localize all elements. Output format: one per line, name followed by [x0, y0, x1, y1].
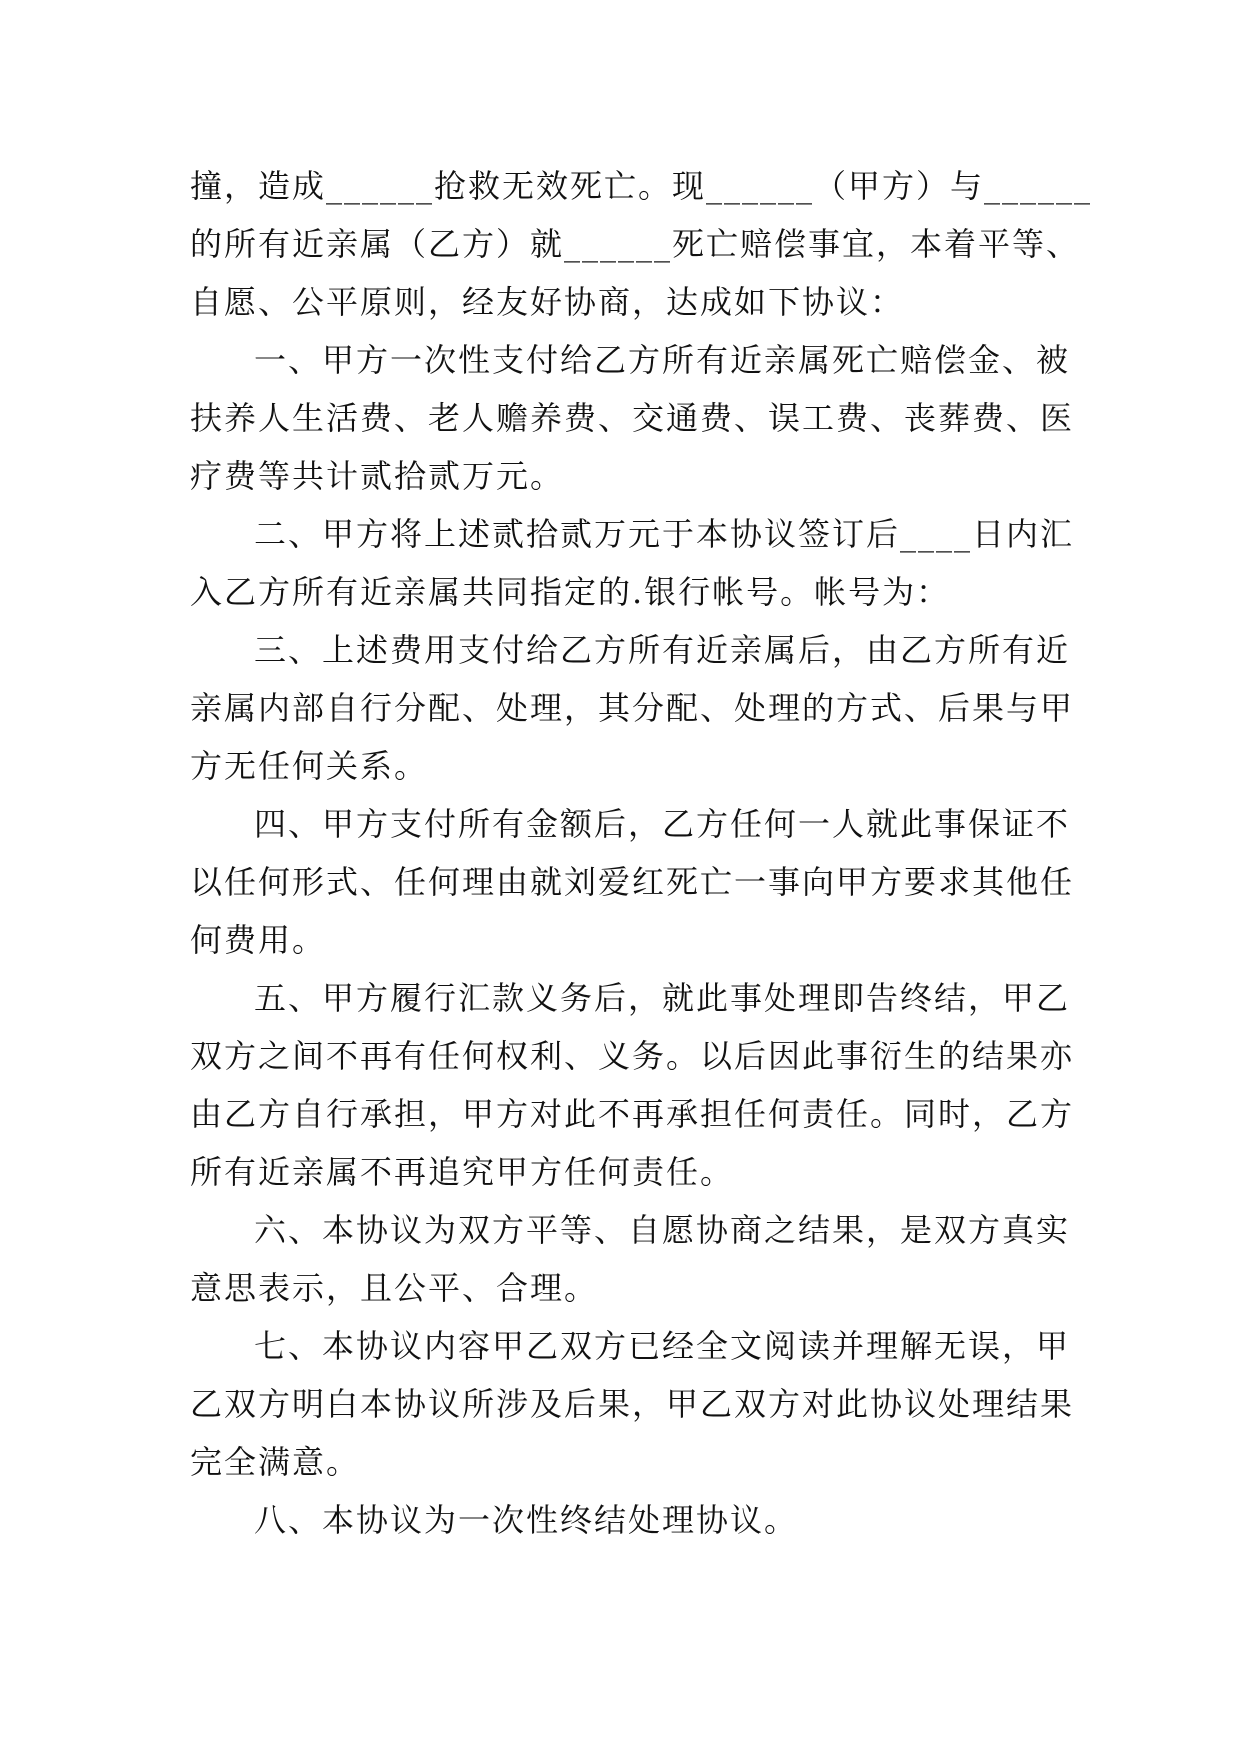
text-line: 何费用。 — [190, 921, 327, 959]
clause-1-line: 一、甲方一次性支付给乙方所有近亲属死亡赔偿金、被 — [254, 341, 1071, 379]
clause-3-line: 三、上述费用支付给乙方所有近亲属后，由乙方所有近 — [254, 631, 1071, 669]
text-line: 乙双方明白本协议所涉及后果，甲乙双方对此协议处理结果 — [190, 1385, 1075, 1423]
text-line: 扶养人生活费、老人赡养费、交通费、误工费、丧葬费、医 — [190, 399, 1075, 437]
text-line: 自愿、公平原则，经友好协商，达成如下协议： — [190, 283, 905, 321]
clause-2-line: 二、甲方将上述贰拾贰万元于本协议签订后____日内汇 — [254, 515, 1075, 553]
text-line: 双方之间不再有任何权利、义务。以后因此事衍生的结果亦 — [190, 1037, 1075, 1075]
text-line: 以任何形式、任何理由就刘爱红死亡一事向甲方要求其他任 — [190, 863, 1075, 901]
text-line: 的所有近亲属（乙方）就______死亡赔偿事宜，本着平等、 — [190, 225, 1081, 263]
document-body — [190, 157, 1093, 1549]
text-line: 方无任何关系。 — [190, 747, 429, 785]
text-line: 疗费等共计贰拾贰万元。 — [190, 457, 565, 495]
text-line: 由乙方自行承担，甲方对此不再承担任何责任。同时，乙方 — [190, 1095, 1075, 1133]
text-line: 完全满意。 — [190, 1443, 361, 1481]
clause-8-line: 八、本协议为一次性终结处理协议。 — [254, 1501, 799, 1539]
text-line: 入乙方所有近亲属共同指定的.银行帐号。帐号为： — [190, 573, 951, 611]
clause-7-line: 七、本协议内容甲乙双方已经全文阅读并理解无误，甲 — [254, 1327, 1071, 1365]
text-line: 所有近亲属不再追究甲方任何责任。 — [190, 1153, 735, 1191]
clause-6-line: 六、本协议为双方平等、自愿协商之结果，是双方真实 — [254, 1211, 1071, 1249]
clause-5-line: 五、甲方履行汇款义务后，就此事处理即告终结，甲乙 — [254, 979, 1071, 1017]
text-line: 意思表示，且公平、合理。 — [190, 1269, 599, 1307]
text-line: 亲属内部自行分配、处理，其分配、处理的方式、后果与甲 — [190, 689, 1075, 727]
clause-4-line: 四、甲方支付所有金额后，乙方任何一人就此事保证不 — [254, 805, 1071, 843]
text-line: 撞，造成______抢救无效死亡。现______（甲方）与______ — [190, 167, 1093, 205]
